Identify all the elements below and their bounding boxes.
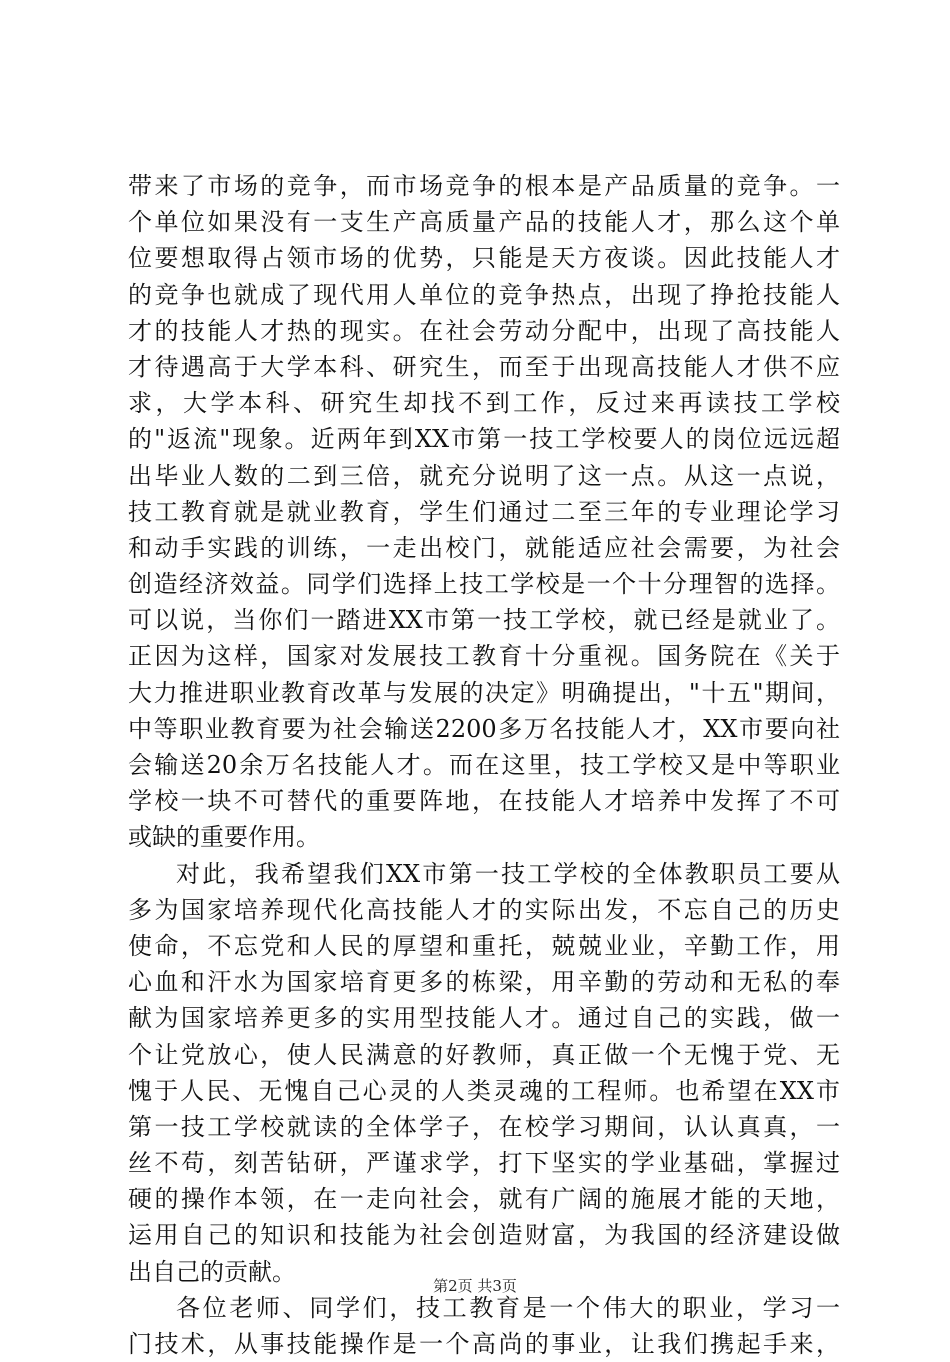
- text-line: 使命，不忘党和人民的厚望和重托，兢兢业业，辛勤工作，用: [128, 931, 840, 960]
- text-line: 愧于人民、无愧自己心灵的人类灵魂的工程师。也希望在XX市: [128, 1076, 840, 1105]
- text-line: 才的技能人才热的现实。在社会劳动分配中，出现了高技能人: [128, 316, 840, 345]
- text-line: 门技术，从事技能操作是一个高尚的事业，让我们携起手来，: [128, 1330, 840, 1358]
- text-line: 位要想取得占领市场的优势，只能是天方夜谈。因此技能人才: [128, 244, 840, 273]
- text-line: 出自己的贡献。: [128, 1257, 296, 1286]
- text-line: 带来了市场的竞争，而市场竞争的根本是产品质量的竞争。一: [128, 172, 840, 200]
- text-line: 学校一块不可替代的重要阵地，在技能人才培养中发挥了不可: [128, 787, 840, 816]
- text-line: 会输送20余万名技能人才。而在这里，技工学校又是中等职业: [128, 751, 840, 779]
- text-line: 可以说，当你们一踏进XX市第一技工学校，就已经是就业了。: [128, 606, 840, 635]
- text-line: 献为国家培养更多的实用型技能人才。通过自己的实践，做一: [128, 1004, 840, 1033]
- text-line: 或缺的重要作用。: [128, 823, 320, 852]
- text-line: 才待遇高于大学本科、研究生，而至于出现高技能人才供不应: [128, 352, 840, 381]
- page-footer: [0, 1276, 950, 1296]
- text-line: 各位老师、同学们，技工教育是一个伟大的职业，学习一: [176, 1293, 840, 1322]
- text-line: 大力推进职业教育改革与发展的决定》明确提出，"十五"期间，: [128, 678, 840, 707]
- text-line: 出毕业人数的二到三倍，就充分说明了这一点。从这一点说，: [128, 461, 840, 490]
- text-line: 硬的操作本领，在一走向社会，就有广阔的施展才能的天地，: [128, 1185, 840, 1214]
- text-line: 技工教育就是就业教育，学生们通过二至三年的专业理论学习: [128, 497, 840, 526]
- text-line: 第一技工学校就读的全体学子，在校学习期间，认认真真，一: [128, 1112, 840, 1141]
- text-line: 求，大学本科、研究生却找不到工作，反过来再读技工学校: [128, 389, 840, 418]
- text-line: 多为国家培养现代化高技能人才的实际出发，不忘自己的历史: [128, 895, 840, 924]
- text-line: 个让党放心，使人民满意的好教师，真正做一个无愧于党、无: [128, 1040, 840, 1069]
- text-line: 丝不苟，刻苦钻研，严谨求学，打下坚实的学业基础，掌握过: [128, 1149, 840, 1178]
- text-line: 个单位如果没有一支生产高质量产品的技能人才，那么这个单: [128, 208, 840, 237]
- text-line: 中等职业教育要为社会输送2200多万名技能人才，XX市要向社: [128, 714, 840, 743]
- page-number-label: 第2页 共3页: [433, 1277, 517, 1295]
- text-line: 正因为这样，国家对发展技工教育十分重视。国务院在《关于: [128, 642, 840, 671]
- text-line: 和动手实践的训练，一走出校门，就能适应社会需要，为社会: [128, 533, 840, 562]
- text-line: 心血和汗水为国家培育更多的栋梁，用辛勤的劳动和无私的奉: [128, 968, 840, 997]
- document-body: [128, 168, 840, 1362]
- text-line: 对此，我希望我们XX市第一技工学校的全体教职员工要从: [176, 859, 840, 888]
- text-line: 运用自己的知识和技能为社会创造财富，为我国的经济建设做: [128, 1221, 840, 1250]
- text-line: 的"返流"现象。近两年到XX市第一技工学校要人的岗位远远超: [128, 425, 840, 454]
- text-line: 的竞争也就成了现代用人单位的竞争热点，出现了挣抢技能人: [128, 280, 840, 309]
- text-line: 创造经济效益。同学们选择上技工学校是一个十分理智的选择。: [128, 570, 840, 599]
